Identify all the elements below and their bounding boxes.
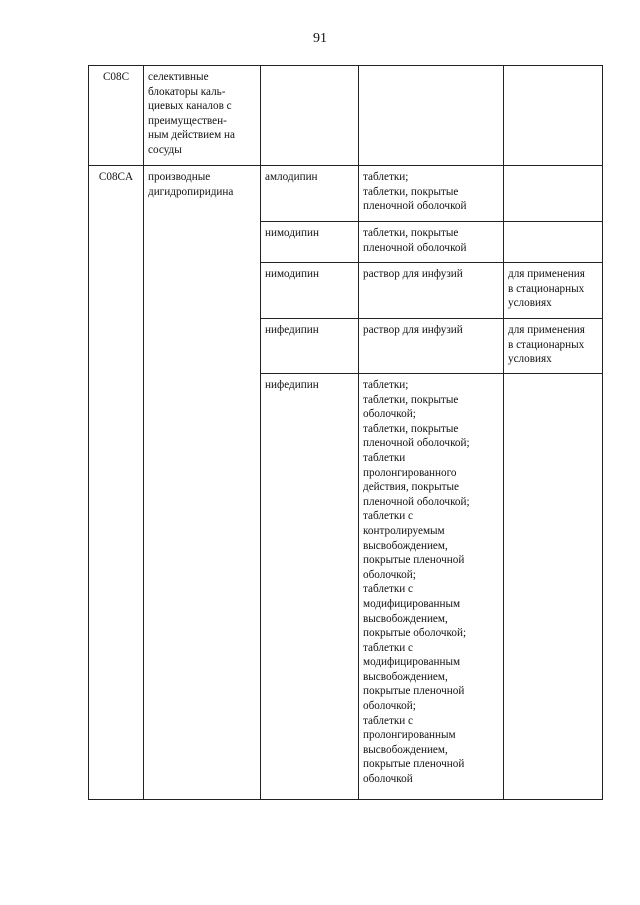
note-cell (504, 166, 603, 222)
dosage-form-cell: раствор для инфузий (359, 319, 504, 374)
table-row (89, 166, 603, 222)
note-cell (504, 66, 603, 166)
note-cell: для применения в стационарных условиях (504, 319, 603, 374)
atc-code-cell: C08CA (89, 166, 144, 800)
drug-table (88, 65, 603, 800)
dosage-form-cell: таблетки, покрытые пленочной оболочкой (359, 222, 504, 263)
page-number: 91 (313, 31, 327, 46)
dosage-form-cell: раствор для инфузий (359, 263, 504, 319)
dosage-form-cell (359, 66, 504, 166)
drug-name-cell: амлодипин (261, 166, 359, 222)
drug-name-cell: нифедипин (261, 374, 359, 800)
dosage-form-cell: таблетки; таблетки, покрытые пленочной оболочкой (359, 166, 504, 222)
table-row (89, 66, 603, 166)
atc-code-cell: C08C (89, 66, 144, 166)
drug-name-cell: нифедипин (261, 319, 359, 374)
dosage-form-cell: таблетки; таблетки, покрытые оболочкой; таблетки, покрытые пленочной оболочкой; таблетки пролонгированного действия, покрытые пленочной оболочкой; таблетки с контролируемым высвобождением, покрытые пленочной оболочкой; таблетки с модифицированным высвобождением, покрытые оболочкой; таблетки с модифицированным высвобождением, покрытые пленочной оболочкой; таблетки с пролонгированным высвобождением, покрытые пленочной оболочкой (359, 374, 504, 800)
drug-name-cell: нимодипин (261, 263, 359, 319)
note-cell (504, 222, 603, 263)
drug-name-cell (261, 66, 359, 166)
drug-name-cell: нимодипин (261, 222, 359, 263)
group-name-cell: производные дигидропиридина (144, 166, 261, 800)
note-cell: для применения в стационарных условиях (504, 263, 603, 319)
group-name-cell: селективные блокаторы каль- циевых каналов с преимуществен- ным действием на сосуды (144, 66, 261, 166)
note-cell (504, 374, 603, 800)
